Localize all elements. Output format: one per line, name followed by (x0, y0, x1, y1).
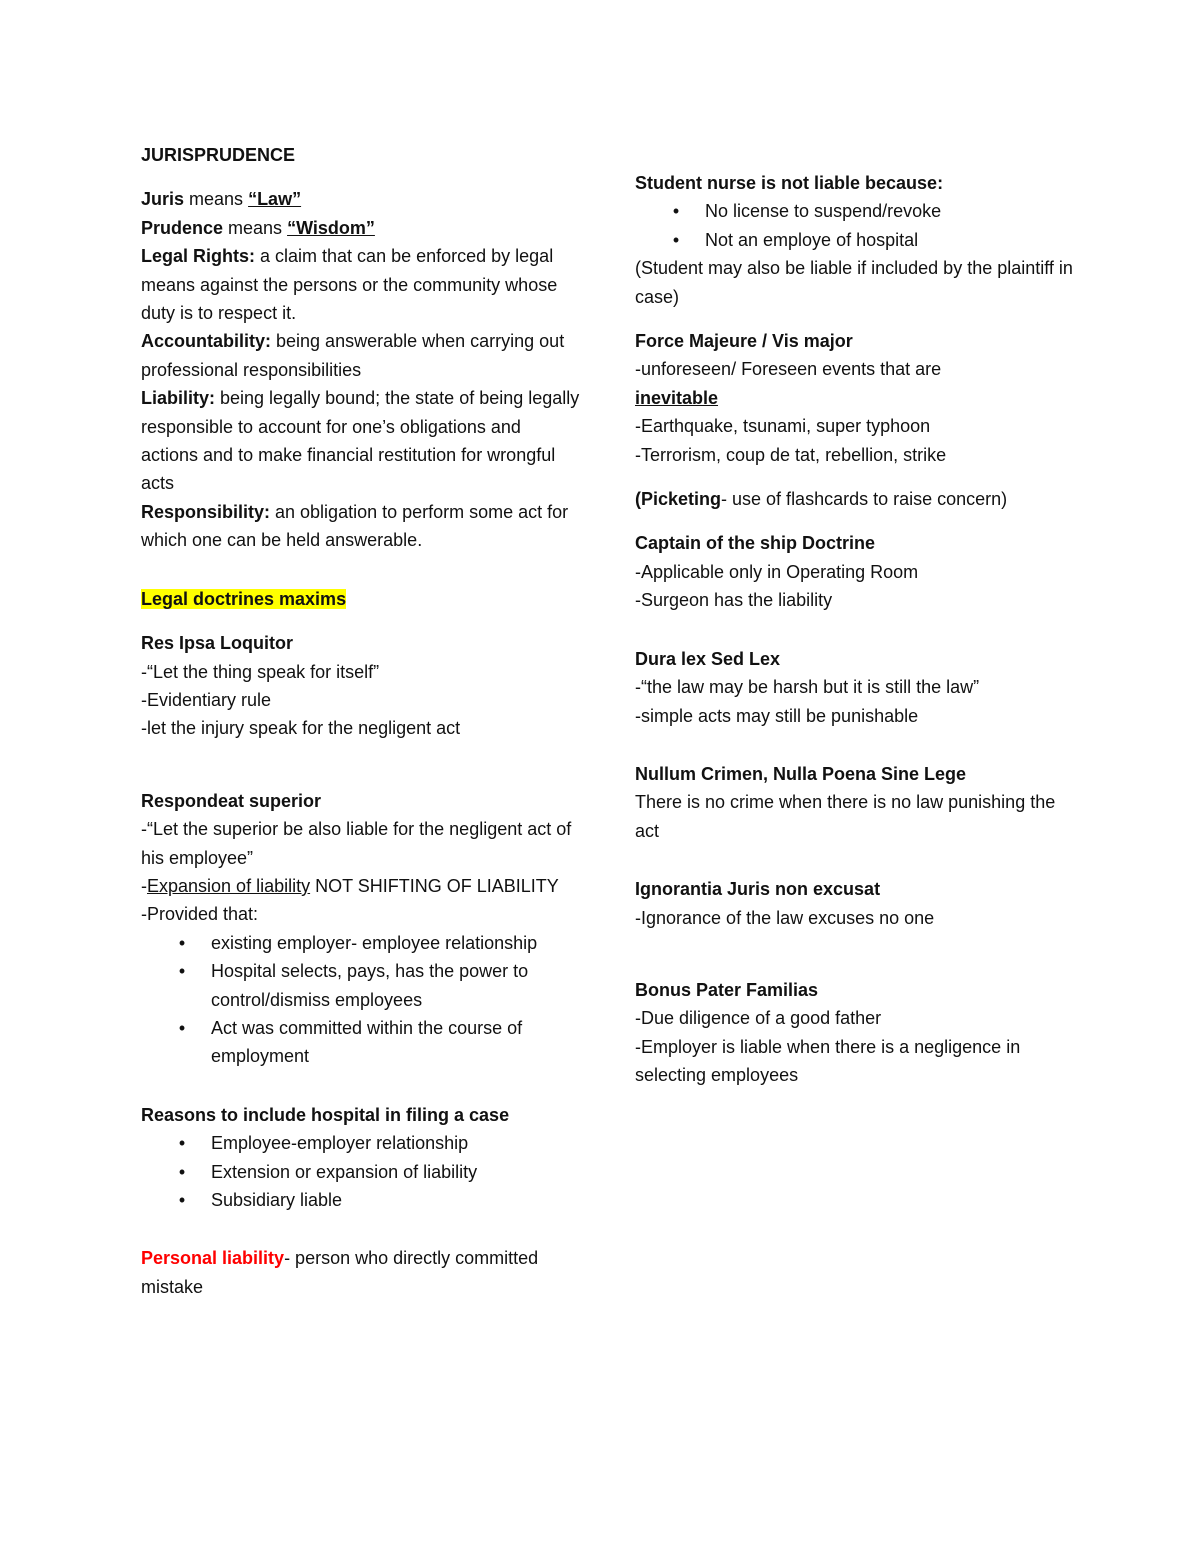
dura-lex-line: -“the law may be harsh but it is still the law” (635, 677, 980, 698)
left-column (141, 141, 581, 1301)
bonus-pater-line: -Due diligence of a good father (635, 1008, 882, 1029)
res-ipsa-line: -“Let the thing speak for itself” (141, 661, 380, 682)
list-item: • Subsidiary liable (141, 1186, 581, 1214)
res-ipsa-line: -let the injury speak for the negligent act (141, 718, 461, 739)
bullet-icon: • (672, 229, 680, 250)
prudence-definition: Prudence means “Wisdom” (141, 217, 375, 238)
list-item: • Act was committed within the course of employment (141, 1014, 581, 1071)
student-note: (Student may also be liable if included by the plaintiff in case) (635, 258, 1073, 307)
respondeat-line: -“Let the superior be also liable for the negligent act of his employee” (141, 819, 572, 868)
bullet-icon: • (178, 1017, 186, 1038)
ignorantia-heading: Ignorantia Juris non excusat (635, 879, 881, 900)
bullet-icon: • (178, 1133, 186, 1154)
force-majeure-heading: Force Majeure / Vis major (635, 331, 853, 352)
force-majeure-line: -Earthquake, tsunami, super typhoon (635, 416, 931, 437)
student-reasons-list (635, 197, 1075, 254)
legal-rights-definition: Legal Rights: a claim that can be enforced by legal means against the persons or the community whose duty is to respect it. (141, 246, 558, 324)
bonus-pater-line: -Employer is liable when there is a negligence in selecting employees (635, 1036, 1021, 1086)
res-ipsa-line: -Evidentiary rule (141, 689, 272, 710)
captain-line: -Surgeon has the liability (635, 590, 833, 611)
dura-lex-heading: Dura lex Sed Lex (635, 648, 781, 669)
bullet-icon: • (178, 1190, 186, 1210)
personal-liability-definition: Personal liability- person who directly committed mistake (141, 1248, 539, 1297)
doctrines-heading: Legal doctrines maxims (141, 588, 347, 609)
respondeat-conditions-list (141, 929, 581, 1071)
list-item: • Employee-employer relationship (141, 1129, 581, 1157)
list-item: • Extension or expansion of liability (141, 1158, 581, 1186)
responsibility-definition: Responsibility: an obligation to perform some act for which one can be held answerable. (141, 501, 569, 551)
accountability-definition: Accountability: being answerable when carrying out professional responsibilities (141, 331, 565, 380)
right-column (635, 169, 1075, 1090)
captain-line: -Applicable only in Operating Room (635, 561, 919, 582)
bonus-pater-heading: Bonus Pater Familias (635, 979, 819, 1000)
liability-definition: Liability: being legally bound; the state of being legally responsible to account for one’s obligations and actions and to make financial restitution for wrongful acts (141, 388, 580, 494)
bullet-icon: • (178, 961, 186, 982)
ignorantia-line: -Ignorance of the law excuses no one (635, 907, 935, 928)
force-majeure-inevitable: inevitable (635, 387, 719, 408)
bullet-icon: • (672, 201, 680, 222)
force-majeure-line: -Terrorism, coup de tat, rebellion, strike (635, 444, 947, 465)
reasons-list (141, 1129, 581, 1214)
reasons-heading: Reasons to include hospital in filing a case (141, 1104, 510, 1125)
picketing-note: (Picketing- use of flashcards to raise concern) (635, 489, 1008, 510)
juris-definition: Juris means “Law” (141, 189, 302, 210)
list-item: • existing employer- employee relationship (141, 929, 581, 957)
student-heading: Student nurse is not liable because: (635, 173, 944, 193)
captain-heading: Captain of the ship Doctrine (635, 533, 876, 554)
bullet-icon: • (178, 932, 186, 953)
res-ipsa-heading: Res Ipsa Loquitor (141, 633, 294, 654)
respondeat-heading: Respondeat superior (141, 790, 322, 811)
list-item: • Hospital selects, pays, has the power to control/dismiss employees (141, 957, 581, 1014)
nullum-crimen-heading: Nullum Crimen, Nulla Poena Sine Lege (635, 763, 967, 784)
list-item: • No license to suspend/revoke (635, 197, 1075, 225)
respondeat-line: -Provided that: (141, 904, 259, 925)
nullum-crimen-line: There is no crime when there is no law punishing the act (635, 792, 1056, 841)
bullet-icon: • (178, 1161, 186, 1182)
list-item: • Not an employe of hospital (635, 226, 1075, 254)
page-title: JURISPRUDENCE (141, 145, 296, 165)
dura-lex-line: -simple acts may still be punishable (635, 705, 919, 726)
respondeat-expansion: -Expansion of liability NOT SHIFTING OF LIABILITY (141, 875, 559, 896)
force-majeure-line: -unforeseen/ Foreseen events that are (635, 359, 942, 380)
